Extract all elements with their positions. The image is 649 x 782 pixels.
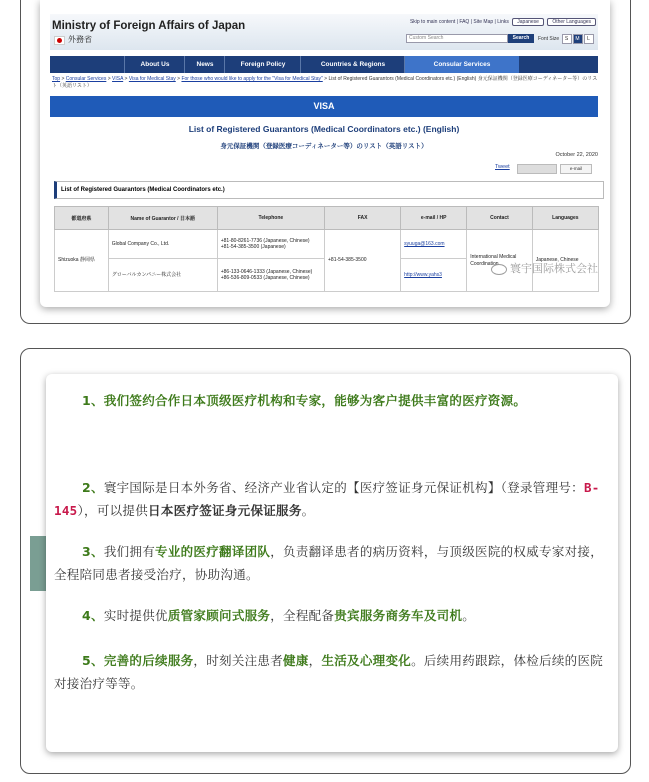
fax-cell: +81-54-385-3500 (325, 230, 401, 292)
email-cell (401, 230, 467, 259)
email-link[interactable]: syuuga@163.com (404, 240, 445, 247)
point-text-segment: 完善的后续服务 (103, 653, 194, 668)
main-nav (50, 56, 598, 73)
point-text-segment: 我们拥有 (103, 544, 156, 559)
contact-cell: International Medical Coordination (467, 230, 533, 292)
column-header: 都道府県 (55, 207, 109, 230)
point-text-segment: 。 (462, 608, 476, 623)
website-screenshot (40, 0, 610, 307)
point-4 (54, 604, 606, 627)
service-points-card (46, 374, 618, 752)
telephone-4: +86-536-809-0533 (Japanese, Chinese) (220, 275, 310, 281)
column-header: Contact (467, 207, 533, 230)
prefecture-cell: Shizuoka 静岡県 (55, 230, 109, 292)
site-title[interactable]: Ministry of Foreign Affairs of Japan (52, 20, 246, 32)
util-links-text[interactable]: Skip to main content | FAQ | Site Map | Links (409, 19, 509, 25)
point-text-segment: 3、 (82, 544, 104, 559)
point-text-segment: 专业的医疗翻译团队 (155, 544, 271, 559)
point-text-segment: ，负责翻译患者的病历资料，与顶级医院的权威专家对接，全程陪同患者接受治疗，协助沟通。 (54, 544, 604, 582)
font-size-l-button[interactable]: L (584, 34, 594, 44)
nav-countries-regions[interactable]: Countries & Regions (300, 56, 405, 73)
decorative-tab (30, 536, 46, 591)
table-header-row (55, 207, 599, 230)
guarantor-name-en: Global Company Co., Ltd. (108, 230, 217, 259)
point-text-segment: ， (308, 653, 322, 668)
point-text-segment: 生活及心理变化 (321, 653, 412, 668)
point-text-segment: 寰宇国际是日本外务省、经济产业省认定的【医疗签证身元保证机构】（登录管理号： (103, 480, 584, 495)
lang-other-button[interactable]: Other Languages (547, 18, 596, 26)
point-text-segment: B-145 (54, 480, 600, 518)
nav-consular-services[interactable]: Consular Services (404, 56, 519, 73)
telephone-cell-2 (217, 259, 324, 292)
table-row (55, 230, 599, 259)
homepage-cell (401, 259, 467, 292)
point-text-segment: ，时刻关注患者 (193, 653, 284, 668)
guarantor-name-jp: グローバルカンパニー株式会社 (108, 259, 217, 292)
languages-cell: Japanese, Chinese (532, 230, 598, 292)
publish-date: October 22, 2020 (555, 152, 598, 158)
section-heading: List of Registered Guarantors (Medical Coordinators etc.) (54, 181, 604, 199)
site-subtitle: 外務省 (68, 35, 92, 44)
point-text-segment: 质管家顾问式服务 (167, 608, 271, 623)
point-text-segment: 2、 (82, 480, 104, 495)
telephone-cell-1 (217, 230, 324, 259)
telephone-1: +81-80-8261-7736 (Japanese, Chinese) (220, 237, 310, 244)
breadcrumb-current: List of Registered Guarantors (Medical Coordinators etc.) (English) 身元保証機関（登録医療コーディネーター等）のリスト（英語リスト） (52, 76, 598, 89)
point-text-segment: ），可以提供 (77, 503, 149, 518)
point-text-segment: 5、 (82, 653, 104, 668)
breadcrumb-link[interactable]: Top (52, 76, 61, 82)
share-button[interactable] (517, 164, 557, 174)
nav-about-us[interactable]: About Us (124, 56, 185, 73)
column-header: e-mail / HP (401, 207, 467, 230)
point-3 (54, 540, 606, 586)
point-5 (54, 649, 606, 695)
page-title: List of Registered Guarantors (Medical Coordinators etc.) (English) (188, 124, 460, 134)
column-header: Name of Guarantor / 日本語 (108, 207, 217, 230)
column-header: Telephone (217, 207, 324, 230)
breadcrumb-link[interactable]: Consular Services (65, 76, 107, 82)
breadcrumb-link[interactable]: For those who would like to apply for the "Visa for Medical Stay" (181, 76, 323, 82)
search-button[interactable]: Search (508, 34, 534, 43)
telephone-3: +86-133-0646-1333 (Japanese, Chinese) (220, 268, 313, 275)
point-1 (54, 389, 606, 412)
tweet-link[interactable]: Tweet (495, 164, 510, 170)
point-text-segment: 4、 (82, 608, 104, 623)
utility-links (410, 18, 596, 26)
column-header: Languages (532, 207, 598, 230)
japan-flag-icon (54, 36, 65, 45)
point-text-segment: ，全程配备 (270, 608, 335, 623)
search-input[interactable]: Custom Search (406, 34, 508, 43)
email-share-button[interactable]: e-mail (560, 164, 592, 174)
point-text-segment: 1、我们签约合作日本顶级医疗机构和专家，能够为客户提供丰富的医疗资源。 (82, 393, 527, 408)
guarantor-table (54, 206, 599, 292)
site-header (50, 14, 598, 50)
nav-foreign-policy[interactable]: Foreign Policy (224, 56, 301, 73)
column-header: FAX (325, 207, 401, 230)
point-text-segment: 。 (301, 503, 315, 518)
watermark-text: 寰宇国际株式会社 (510, 262, 598, 275)
breadcrumb: Top > Consular Services > VISA > Visa for Medical Stay > For those who would like to apply for the "Visa for Medical Stay" > List of Registered Guarantors (Medical Coordinators etc.) (English) 身元保証機関（登録医療コーディネーター等）のリスト（英語リスト） (52, 76, 598, 89)
point-text-segment: 日本医疗签证身元保证服务 (148, 503, 302, 518)
font-size-label: Font Size (538, 36, 560, 42)
watermark (491, 260, 598, 276)
point-text-segment: 。后续用药跟踪，体检后续的医院对接治疗等等。 (54, 653, 604, 691)
nav-news[interactable]: News (184, 56, 225, 73)
point-text-segment: 健康 (283, 653, 309, 668)
page-title-japanese: 身元保証機関（登録医療コーディネーター等）のリスト（英語リスト） (220, 142, 428, 150)
homepage-link[interactable]: http://www.yahs3 (404, 271, 442, 278)
telephone-2: +81-54-385-3500 (Japanese) (220, 244, 286, 250)
point-text-segment: 贵宾服务商务车及司机 (334, 608, 463, 623)
breadcrumb-link[interactable]: VISA (112, 76, 124, 82)
font-size-control (538, 34, 594, 44)
visa-heading-bar: VISA (50, 96, 598, 117)
point-2 (54, 476, 606, 522)
lang-japanese-button[interactable]: Japanese (512, 18, 544, 26)
wechat-logo-icon (491, 264, 507, 275)
font-size-s-button[interactable]: S (562, 34, 572, 44)
breadcrumb-link[interactable]: Visa for Medical Stay (128, 76, 176, 82)
point-text-segment: 实时提供优 (103, 608, 168, 623)
font-size-m-button[interactable]: M (573, 34, 583, 44)
